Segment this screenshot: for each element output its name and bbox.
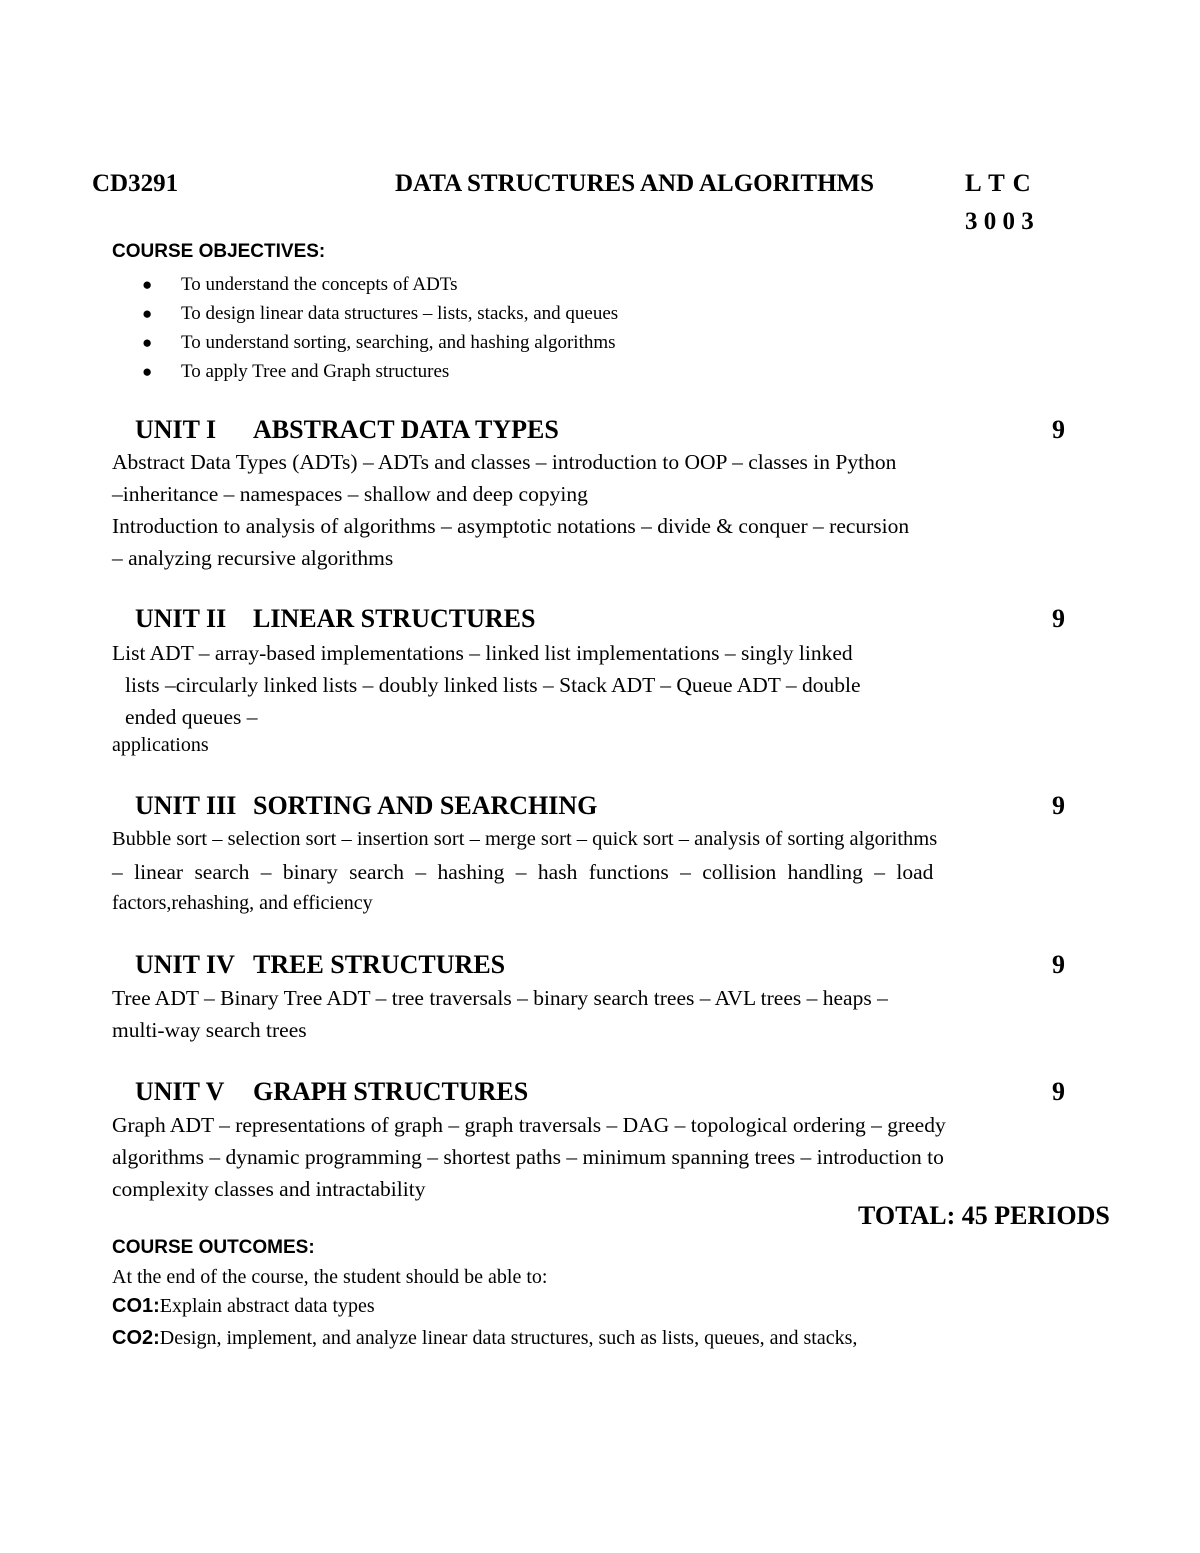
objective-item: ● To design linear data structures – lists, stacks, and queues: [142, 299, 618, 328]
unit-1-title: ABSTRACT DATA TYPES: [253, 415, 559, 444]
unit-1-hours: 9: [1052, 415, 1065, 444]
objectives-list: [142, 270, 618, 386]
unit-2-line-1: List ADT – array-based implementations – linked list implementations – singly linked: [112, 641, 853, 665]
objective-item: ● To understand the concepts of ADTs: [142, 270, 618, 299]
unit-5-hours: 9: [1052, 1077, 1065, 1106]
unit-3-hours: 9: [1052, 791, 1065, 820]
outcomes-heading: COURSE OUTCOMES:: [112, 1237, 315, 1258]
unit-4-hours: 9: [1052, 950, 1065, 979]
unit-3-line-3: factors,rehashing, and efficiency: [112, 892, 373, 914]
outcome-label: CO1:: [112, 1295, 160, 1317]
unit-1-line-1: Abstract Data Types (ADTs) – ADTs and classes – introduction to OOP – classes in Python: [112, 450, 897, 474]
outcome-text: Explain abstract data types: [159, 1295, 375, 1317]
outcome-item-co2: [112, 1327, 857, 1350]
unit-5-number: UNIT V: [135, 1077, 225, 1106]
outcome-label: CO2:: [112, 1327, 160, 1349]
outcome-text: Design, implement, and analyze linear data structures, such as lists, queues, and stacks,: [159, 1327, 858, 1349]
unit-1-line-3: Introduction to analysis of algorithms – asymptotic notations – divide & conquer – recursion: [112, 514, 910, 538]
unit-3-line-2: – linear search – binary search – hashing – hash functions – collision handling – load: [112, 860, 934, 884]
ltc-label: L T C: [965, 170, 1031, 197]
total-periods: TOTAL: 45 PERIODS: [858, 1201, 1110, 1230]
objectives-heading: COURSE OBJECTIVES:: [112, 241, 326, 262]
unit-4-line-2: multi-way search trees: [112, 1018, 307, 1042]
outcomes-intro: At the end of the course, the student should be able to:: [112, 1266, 548, 1288]
unit-2-number: UNIT II: [135, 604, 227, 633]
unit-2-title: LINEAR STRUCTURES: [253, 604, 536, 633]
bullet-icon: ●: [142, 333, 153, 352]
unit-4-line-1: Tree ADT – Binary Tree ADT – tree traversals – binary search trees – AVL trees – heaps –: [112, 986, 888, 1010]
bullet-icon: ●: [142, 304, 153, 323]
unit-5-title: GRAPH STRUCTURES: [253, 1077, 529, 1106]
objective-item: ● To apply Tree and Graph structures: [142, 357, 618, 386]
unit-3-line-1: Bubble sort – selection sort – insertion sort – merge sort – quick sort – analysis of sorting algorithms: [112, 828, 938, 850]
unit-5-line-2: algorithms – dynamic programming – shortest paths – minimum spanning trees – introduction to: [112, 1145, 944, 1169]
outcome-item-co1: [112, 1295, 375, 1318]
bullet-icon: ●: [142, 362, 153, 381]
unit-4-title: TREE STRUCTURES: [253, 950, 506, 979]
course-title: DATA STRUCTURES AND ALGORITHMS: [395, 170, 875, 197]
unit-3-title: SORTING AND SEARCHING: [253, 791, 598, 820]
unit-4-number: UNIT IV: [135, 950, 235, 979]
course-code: CD3291: [92, 170, 179, 197]
unit-2-line-3: ended queues –: [125, 705, 258, 729]
objective-item: ● To understand sorting, searching, and hashing algorithms: [142, 328, 618, 357]
unit-2-hours: 9: [1052, 604, 1065, 633]
unit-3-number: UNIT III: [135, 791, 237, 820]
unit-2-line-4: applications: [112, 734, 209, 756]
ltc-values: 3 0 0 3: [965, 208, 1034, 235]
unit-1-line-4: – analyzing recursive algorithms: [112, 546, 394, 570]
unit-5-line-3: complexity classes and intractability: [112, 1177, 426, 1201]
unit-1-number: UNIT I: [135, 415, 217, 444]
unit-5-line-1: Graph ADT – representations of graph – graph traversals – DAG – topological ordering – greedy: [112, 1113, 946, 1137]
unit-2-line-2: lists –circularly linked lists – doubly linked lists – Stack ADT – Queue ADT – double: [125, 673, 861, 697]
bullet-icon: ●: [142, 275, 153, 294]
unit-1-line-2: –inheritance – namespaces – shallow and deep copying: [112, 482, 588, 506]
